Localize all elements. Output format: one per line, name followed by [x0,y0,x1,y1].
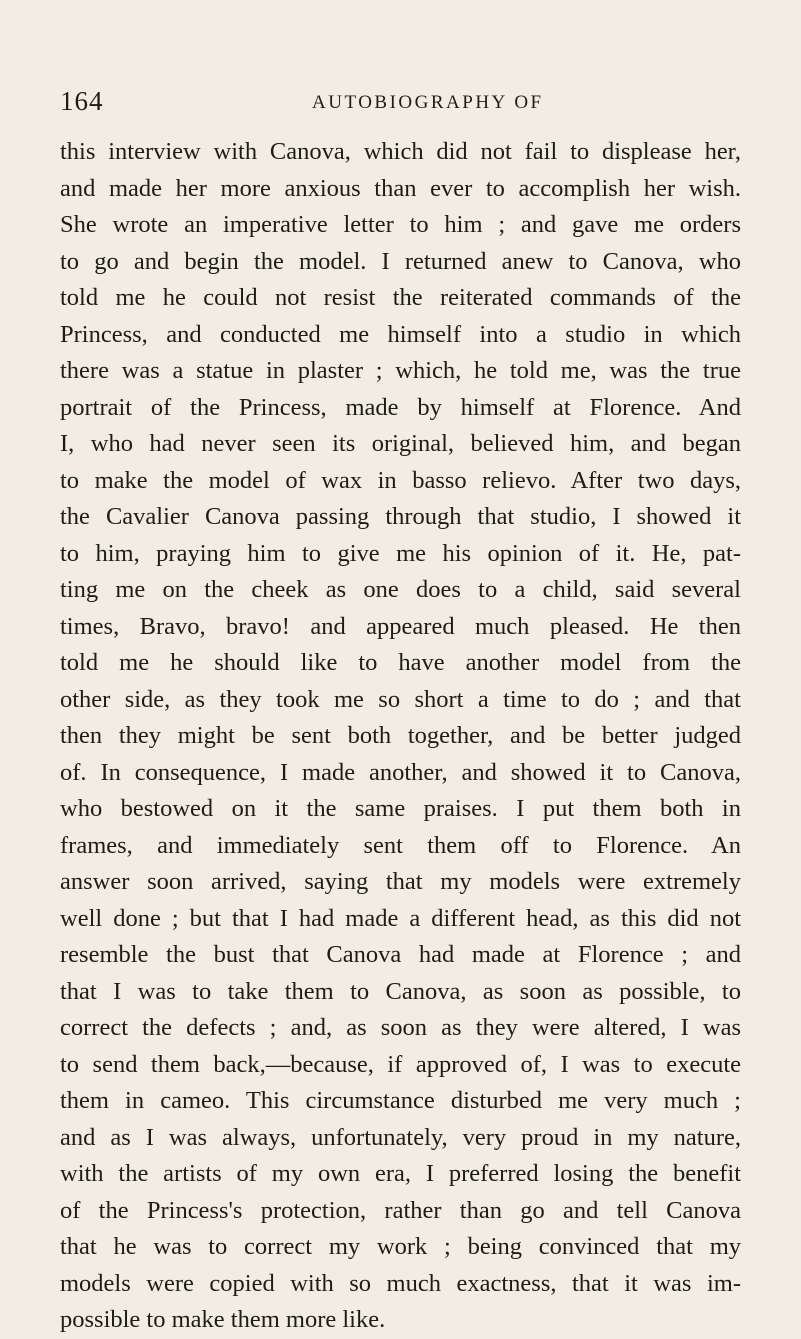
text-line: answer soon arrived, saying that my models were extremely [60,868,741,895]
text-line: to go and begin the model. I returned anew to Canova, who [60,247,741,275]
text-line: that I was to take them to Canova, as soon as possible, to [60,977,741,1005]
text-line: of the Princess's protection, rather than go and tell Canova [60,1196,741,1224]
text-line: models were copied with so much exactness, that it was im- [60,1269,741,1297]
running-title: AUTOBIOGRAPHY OF [312,92,544,113]
text-line: then they might be sent both together, and be better judged [60,722,741,749]
text-line: other side, as they took me so short a time to do ; and that [60,685,741,713]
text-line: to send them back,—because, if approved of, I was to execute [60,1050,741,1078]
text-line: there was a statue in plaster ; which, he told me, was the true [60,357,741,384]
text-line: with the artists of my own era, I preferred losing the benefit [60,1160,741,1187]
text-line: portrait of the Princess, made by himself at Florence. And [60,393,741,421]
text-line: frames, and immediately sent them off to Florence. An [60,831,741,859]
text-line: told me he could not resist the reiterated commands of the [60,284,741,311]
body-text [60,134,741,1339]
page-number: 164 [60,86,104,116]
text-line: She wrote an imperative letter to him ; and gave me orders [60,211,741,238]
text-line: to make the model of wax in basso relievo. After two days, [60,466,741,494]
text-line: and made her more anxious than ever to accomplish her wish. [60,174,741,202]
text-line: and as I was always, unfortunately, very proud in my nature, [60,1123,741,1151]
text-line: correct the defects ; and, as soon as they were altered, I was [60,1014,741,1041]
text-line: times, Bravo, bravo! and appeared much pleased. He then [60,612,741,640]
text-line: I, who had never seen its original, believed him, and began [60,430,741,457]
running-head [60,86,740,126]
text-line: them in cameo. This circumstance disturbed me very much ; [60,1087,741,1114]
text-line: that he was to correct my work ; being convinced that my [60,1233,741,1260]
text-line: ting me on the cheek as one does to a child, said several [60,576,741,603]
text-line: told me he should like to have another model from the [60,649,741,676]
text-line: well done ; but that I had made a different head, as this did not [60,904,741,932]
text-line: to him, praying him to give me his opinion of it. He, pat- [60,539,741,567]
text-line: the Cavalier Canova passing through that studio, I showed it [60,503,741,530]
text-line: of. In consequence, I made another, and showed it to Canova, [60,758,741,786]
text-line: who bestowed on it the same praises. I put them both in [60,795,741,822]
text-line: this interview with Canova, which did not fail to displease her, [60,138,741,165]
text-line: Princess, and conducted me himself into a studio in which [60,320,741,348]
text-line: resemble the bust that Canova had made at Florence ; and [60,941,741,968]
text-line: possible to make them more like. [60,1306,386,1333]
